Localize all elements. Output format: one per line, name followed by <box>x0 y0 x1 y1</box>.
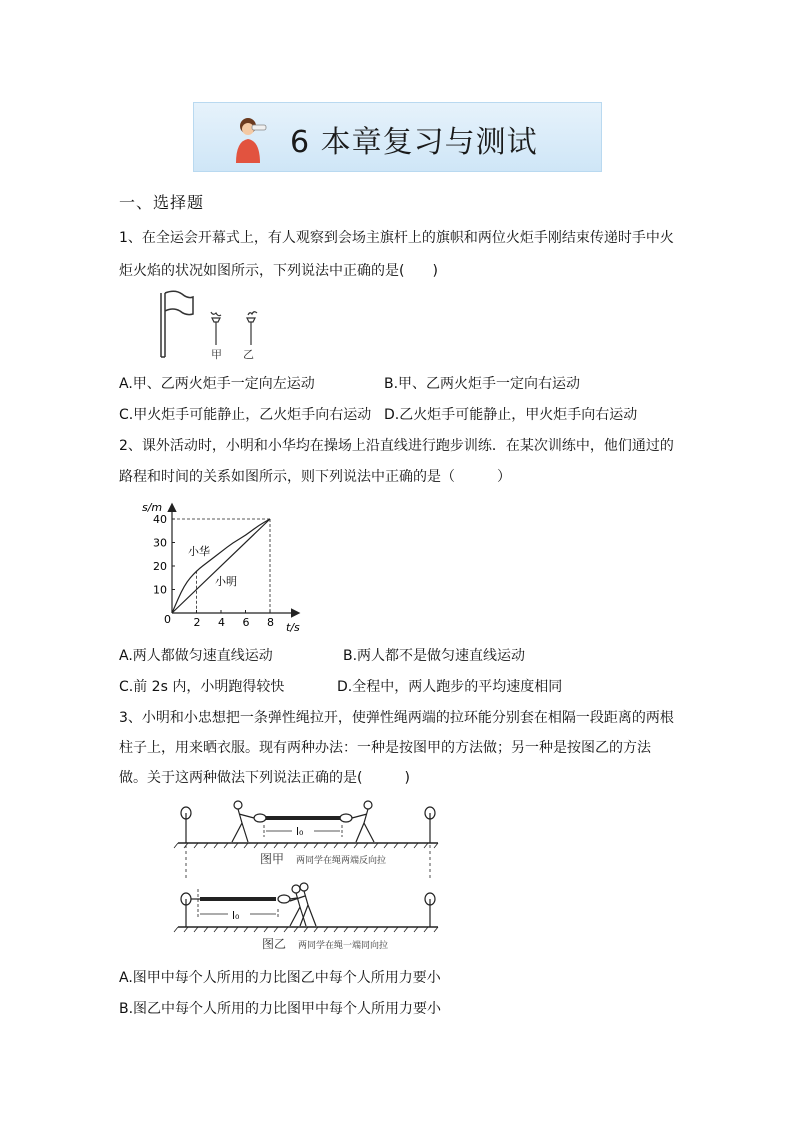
x-axis-label: t/s <box>286 621 300 634</box>
q1-option-a[interactable]: A.甲、乙两火炬手一定向左运动 <box>119 376 315 392</box>
q3-option-b[interactable]: B.图乙中每个人所用的力比图甲中每个人所用力要小 <box>119 1001 442 1017</box>
s-t-chart <box>140 495 310 635</box>
page-title: 6 本章复习与测试 <box>290 125 538 160</box>
length-label-top: l₀ <box>296 825 304 838</box>
x-tick-label-2: 6 <box>242 616 250 629</box>
figure-jia <box>174 801 438 848</box>
q2-text-line1: 2、课外活动时，小明和小华均在操场上沿直线进行跑步训练．在某次训练中，他们通过的 <box>119 438 674 454</box>
caption-jia-note: 两同学在绳两端反向拉 <box>296 856 387 866</box>
x-tick-label-1: 4 <box>218 616 225 629</box>
y-tick-label-3: 40 <box>153 513 167 526</box>
q2-text-line2: 路程和时间的关系如图所示，则下列说法中正确的是（ ） <box>119 469 511 485</box>
torch-jia <box>211 312 221 345</box>
series-label-xiaoming: 小明 <box>215 575 237 588</box>
q1-text-line2: 炬火焰的状况如图所示，下列说法中正确的是( ) <box>119 263 438 279</box>
fig-label-yi: 乙 <box>243 348 254 361</box>
q2-option-b[interactable]: B.两人都不是做匀速直线运动 <box>343 648 526 664</box>
y-axis-label: s/m <box>142 501 163 514</box>
q1-figure <box>150 285 270 365</box>
q1-option-b[interactable]: B.甲、乙两火炬手一定向右运动 <box>384 376 581 392</box>
q3-text-line1: 3、小明和小忠想把一条弹性绳拉开，使弹性绳两端的拉环能分别套在相隔一段距离的两根 <box>119 710 674 726</box>
y-tick-label-0: 10 <box>153 583 167 597</box>
x-tick-label-3: 8 <box>267 616 274 629</box>
q1-option-c[interactable]: C.甲火炬手可能静止，乙火炬手向右运动 <box>119 407 372 423</box>
fig-label-jia: 甲 <box>211 348 222 361</box>
torch-yi <box>247 312 257 345</box>
flagpole <box>161 291 193 357</box>
q3-option-a[interactable]: A.图甲中每个人所用的力比图乙中每个人所用力要小 <box>119 970 441 986</box>
q2-option-c[interactable]: C.前 2s 内，小明跑得较快 <box>119 679 285 695</box>
y-tick-label-2: 30 <box>153 536 167 550</box>
series-line-1 <box>172 519 270 613</box>
student-icon <box>224 111 272 165</box>
q1-option-d[interactable]: D.乙火炬手可能静止，甲火炬手向右运动 <box>384 407 638 423</box>
series-label-xiaohua: 小华 <box>188 545 210 558</box>
q3-text-line3: 做。关于这两种做法下列说法正确的是( ) <box>119 770 410 786</box>
figure-yi <box>174 883 438 932</box>
caption-yi: 图乙 <box>262 937 287 951</box>
q2-option-d[interactable]: D.全程中，两人跑步的平均速度相同 <box>337 679 563 695</box>
caption-jia: 图甲 <box>260 852 285 866</box>
title-banner <box>193 102 602 172</box>
length-label-bottom: l₀ <box>232 909 240 922</box>
q3-text-line2: 柱子上，用来晒衣服。现有两种办法：一种是按图甲的方法做；另一种是按图乙的方法 <box>119 740 651 756</box>
caption-yi-note: 两同学在绳一端同向拉 <box>298 941 389 951</box>
q3-figure <box>172 793 444 953</box>
origin-label: 0 <box>164 613 171 626</box>
q1-text-line1: 1、在全运会开幕式上，有人观察到会场主旗杆上的旗帜和两位火炬手刚结束传递时手中火 <box>119 230 674 246</box>
x-tick-label-0: 2 <box>193 616 201 629</box>
y-tick-label-1: 20 <box>153 560 167 573</box>
section-title: 一、选择题 <box>119 193 205 212</box>
q2-option-a[interactable]: A.两人都做匀速直线运动 <box>119 648 273 664</box>
